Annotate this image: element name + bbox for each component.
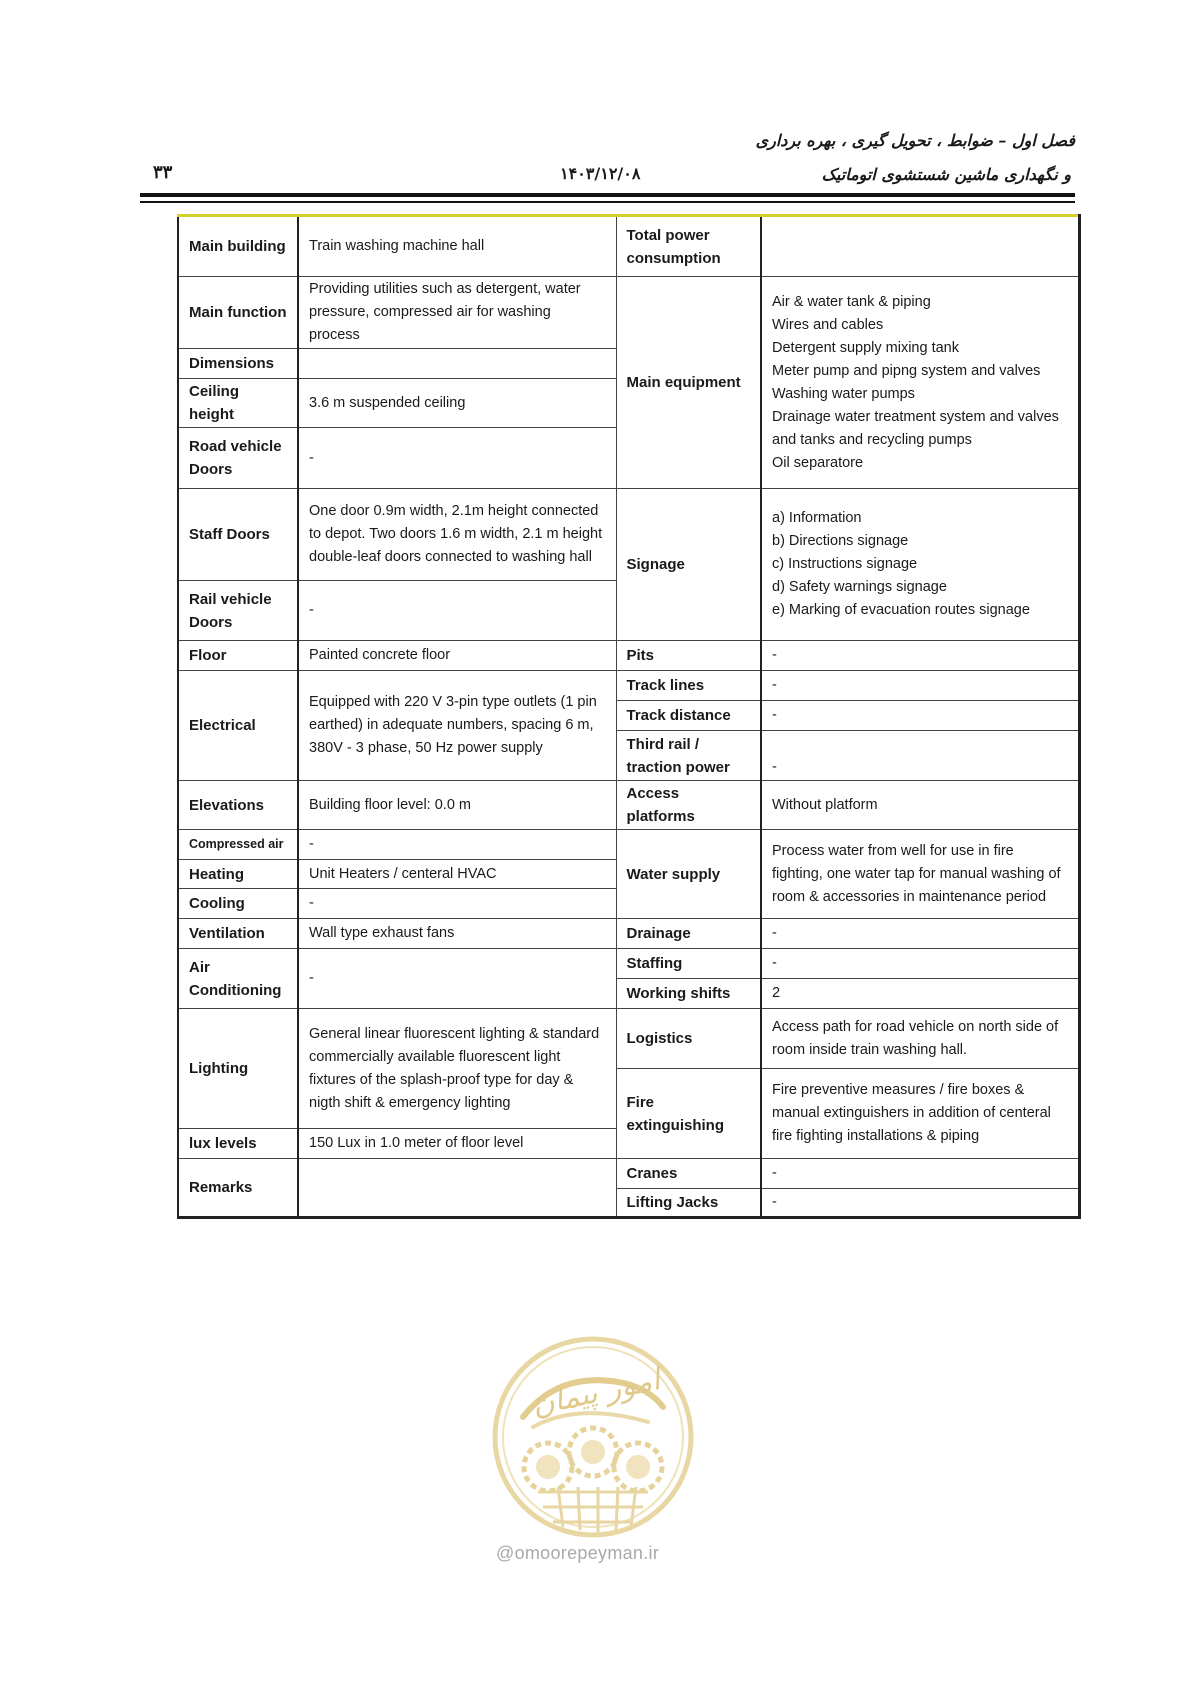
table-row [178,671,1079,701]
row-value-ceiling-height: 3.6 m suspended ceiling [298,379,616,428]
row-label-third-rail: Third rail / traction power [616,731,761,781]
header-rule-thick [140,193,1075,197]
row-value-signage: a) Information b) Directions signage c) Instructions signage d) Safety warnings signage e) Marking of evacuation routes signage [761,489,1079,641]
row-value-road-vehicle-doors: - [298,428,616,489]
row-label-main-building: Main building [178,216,298,277]
row-label-pits: Pits [616,641,761,671]
row-value-third-rail: - [761,731,1079,781]
row-label-remarks: Remarks [178,1159,298,1218]
row-label-fire-extinguishing: Fire extinguishing [616,1069,761,1159]
row-value-heating: Unit Heaters / centeral HVAC [298,860,616,889]
row-label-staffing: Staffing [616,949,761,979]
table-row [178,830,1079,860]
row-value-cranes: - [761,1159,1079,1189]
row-value-remarks [298,1159,616,1218]
row-label-drainage: Drainage [616,919,761,949]
row-label-lighting: Lighting [178,1009,298,1129]
row-label-total-power: Total power consumption [616,216,761,277]
row-value-working-shifts: 2 [761,979,1079,1009]
page-number: ۳۳ [153,162,173,183]
row-label-logistics: Logistics [616,1009,761,1069]
row-value-staff-doors: One door 0.9m width, 2.1m height connected to depot. Two doors 1.6 m width, 2.1 m height double-leaf doors connected to washing hall [298,489,616,581]
row-value-main-function: Providing utilities such as detergent, water pressure, compressed air for washing process [298,277,616,349]
row-value-floor: Painted concrete floor [298,641,616,671]
row-label-road-vehicle-doors: Road vehicle Doors [178,428,298,489]
row-label-lifting-jacks: Lifting Jacks [616,1189,761,1218]
row-value-lighting: General linear fluorescent lighting & standard commercially available fluorescent light fixtures of the splash-proof type for day & nigth shift & emergency lighting [298,1009,616,1129]
document-date: ۱۴۰۳/۱۲/۰۸ [560,164,641,183]
row-label-lux-levels: lux levels [178,1129,298,1159]
omoorepeyman-logo-stamp [488,1332,698,1542]
table-row [178,1159,1079,1189]
row-value-electrical: Equipped with 220 V 3-pin type outlets (1 pin earthed) in adequate numbers, spacing 6 m, 380V - 3 phase, 50 Hz power supply [298,671,616,781]
table-row [178,216,1079,277]
row-value-lifting-jacks: - [761,1189,1079,1218]
row-label-signage: Signage [616,489,761,641]
row-value-track-lines: - [761,671,1079,701]
row-value-access-platforms: Without platform [761,781,1079,830]
row-label-rail-vehicle-doors: Rail vehicle Doors [178,581,298,641]
row-value-lux-levels: 150 Lux in 1.0 meter of floor level [298,1129,616,1159]
row-value-cooling: - [298,889,616,919]
row-label-dimensions: Dimensions [178,349,298,379]
row-label-staff-doors: Staff Doors [178,489,298,581]
row-label-track-lines: Track lines [616,671,761,701]
row-label-water-supply: Water supply [616,830,761,919]
header-rule-thin [140,201,1075,203]
row-label-ventilation: Ventilation [178,919,298,949]
table-row [178,781,1079,830]
stamp-logo-text: امور پیمان [528,1362,664,1424]
row-label-cranes: Cranes [616,1159,761,1189]
row-label-working-shifts: Working shifts [616,979,761,1009]
row-label-electrical: Electrical [178,671,298,781]
row-label-elevations: Elevations [178,781,298,830]
row-value-pits: - [761,641,1079,671]
row-value-ventilation: Wall type exhaust fans [298,919,616,949]
row-value-drainage: - [761,919,1079,949]
row-value-water-supply: Process water from well for use in fire fighting, one water tap for manual washing of room & accessories in maintenance period [761,830,1079,919]
row-value-dimensions [298,349,616,379]
row-value-track-distance: - [761,701,1079,731]
row-value-logistics: Access path for road vehicle on north side of room inside train washing hall. [761,1009,1079,1069]
row-label-floor: Floor [178,641,298,671]
table-row [178,641,1079,671]
stamp-website-url: @omoorepeyman.ir [496,1543,660,1563]
row-value-main-building: Train washing machine hall [298,216,616,277]
row-label-main-function: Main function [178,277,298,349]
row-label-compressed-air: Compressed air [178,830,298,860]
row-value-compressed-air: - [298,830,616,860]
chapter-title-line1: فصل اول – ضوابط ، تحویل گیری ، بهره برداری [755,131,1075,150]
table-row [178,949,1079,979]
row-value-staffing: - [761,949,1079,979]
row-value-air-conditioning: - [298,949,616,1009]
row-label-track-distance: Track distance [616,701,761,731]
row-value-total-power [761,216,1079,277]
row-label-ceiling-height: Ceiling height [178,379,298,428]
row-value-rail-vehicle-doors: - [298,581,616,641]
row-label-air-conditioning: Air Conditioning [178,949,298,1009]
table-row [178,919,1079,949]
row-value-main-equipment: Air & water tank & piping Wires and cables Detergent supply mixing tank Meter pump and pipng system and valves Washing water pumps Drainage water treatment system and valves and tanks and recycling pumps Oil separatore [761,277,1079,489]
table-row [178,1009,1079,1069]
row-label-cooling: Cooling [178,889,298,919]
table-row [178,489,1079,581]
row-label-heating: Heating [178,860,298,889]
table-row [178,277,1079,349]
row-value-elevations: Building floor level: 0.0 m [298,781,616,830]
row-label-access-platforms: Access platforms [616,781,761,830]
row-label-main-equipment: Main equipment [616,277,761,489]
row-value-fire-extinguishing: Fire preventive measures / fire boxes & manual extinguishers in addition of centeral fire fighting installations & piping [761,1069,1079,1159]
chapter-title-line2: و نگهداری ماشین شستشوی اتوماتیک [821,165,1071,184]
room-spec-table [177,214,1081,1219]
